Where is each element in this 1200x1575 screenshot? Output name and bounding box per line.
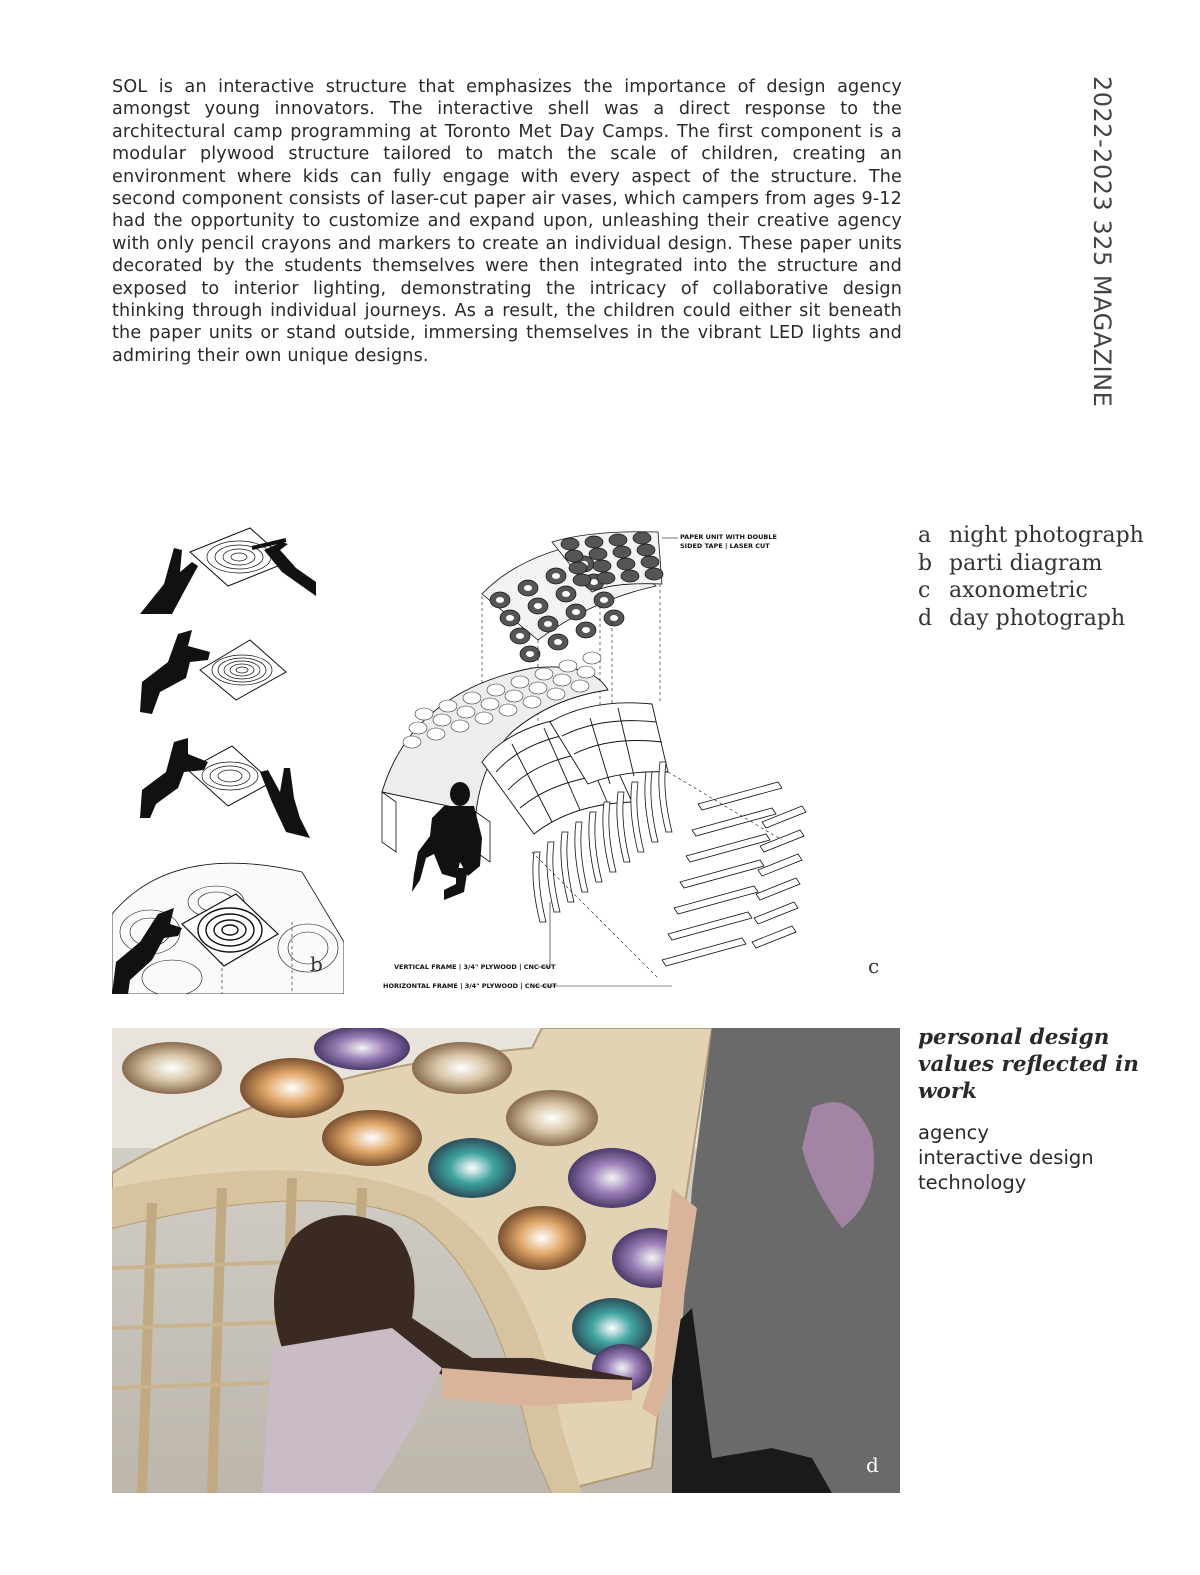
cone-unit [463, 692, 481, 704]
caption-label: day photograph [949, 605, 1126, 631]
cone-unit [577, 666, 595, 678]
cone-unit [481, 698, 499, 710]
day-photograph [112, 1028, 900, 1493]
paper-cell [585, 536, 603, 548]
paper-cell [641, 556, 659, 568]
cone-unit [529, 682, 547, 694]
figure-captions [918, 522, 1188, 632]
cone-unit [553, 674, 571, 686]
cone-unit [433, 714, 451, 726]
cone-unit [439, 700, 457, 712]
paper-cell-hole [516, 633, 524, 639]
paper-cell [569, 562, 587, 574]
paper-cell-hole [506, 615, 514, 621]
paper-cell [573, 574, 591, 586]
paper-cell-hole [544, 621, 552, 627]
parti-step-2 [140, 630, 286, 714]
horizontal-board [752, 926, 796, 948]
paper-cell-hole [600, 597, 608, 603]
paper-cell-hole [554, 639, 562, 645]
paper-cell [621, 570, 639, 582]
cone-unit [409, 722, 427, 734]
vertical-rib [631, 782, 644, 852]
parti-diagram [112, 522, 344, 994]
paper-cell-hole [526, 651, 534, 657]
horizontal-board [754, 902, 798, 924]
keyword-item: technology [918, 1171, 1027, 1194]
horizontal-board [680, 860, 764, 888]
horizontal-board [758, 854, 802, 876]
caption-label: night photograph [949, 523, 1144, 548]
axonometric-diagram [372, 522, 892, 994]
cone-unit [415, 708, 433, 720]
figure-label-c: c [868, 954, 880, 978]
caption-label: parti diagram [949, 550, 1103, 576]
horizontal-board [662, 938, 746, 966]
horizontal-board [756, 878, 800, 900]
paper-cell-hole [582, 627, 590, 633]
paper-cell-hole [562, 591, 570, 597]
horizontal-board [698, 782, 782, 810]
vertical-rib [561, 832, 574, 902]
paper-cell-hole [524, 585, 532, 591]
paper-cell-hole [496, 597, 504, 603]
figure-label-d: d [866, 1453, 879, 1477]
annotation-paper-unit [662, 533, 777, 551]
caption-key: d [918, 605, 933, 631]
paper-cell [637, 544, 655, 556]
caption-item [918, 522, 1188, 550]
paper-cell [593, 560, 611, 572]
keyword-item: interactive design [918, 1146, 1094, 1169]
paper-cell [633, 532, 651, 544]
annotation-text: VERTICAL FRAME | 3/4" PLYWOOD | CNC CUT [394, 963, 556, 971]
caption-key: c [918, 578, 931, 603]
keyword-item: agency [918, 1121, 989, 1144]
cone-unit [475, 712, 493, 724]
paper-cell [609, 534, 627, 546]
cone-unit [571, 680, 589, 692]
paper-unit-panel [482, 532, 663, 662]
caption-item [918, 577, 1188, 605]
paper-cell-hole [552, 573, 560, 579]
horizontal-boards [662, 782, 806, 966]
cone-unit [427, 728, 445, 740]
parti-step-1 [140, 528, 316, 616]
paper-cell-hole [610, 615, 618, 621]
cone-unit [403, 736, 421, 748]
tagline: personal design values reflected in work [918, 1025, 1139, 1104]
vertical-rib [603, 802, 616, 872]
caption-item [918, 550, 1188, 578]
paper-cell [645, 568, 663, 580]
vertical-rib [645, 772, 658, 842]
horizontal-board [668, 912, 752, 940]
annotation-text: HORIZONTAL FRAME | 3/4" PLYWOOD | CNC CUT [383, 982, 557, 990]
vertical-rib [589, 812, 602, 882]
cone-unit [499, 704, 517, 716]
cone-unit [583, 652, 601, 664]
cone-unit [535, 668, 553, 680]
cone-unit [505, 690, 523, 702]
caption-label: axonometric [949, 578, 1088, 603]
vertical-rib [547, 842, 560, 912]
cone-unit [511, 676, 529, 688]
paper-cell [613, 546, 631, 558]
annotation-text: SIDED TAPE | LASER CUT [680, 542, 770, 550]
caption-key: a [918, 523, 932, 548]
horizontal-board [674, 886, 758, 914]
cone-unit [523, 696, 541, 708]
paper-cell [565, 550, 583, 562]
figure-label-b: b [310, 952, 323, 976]
paper-cell [617, 558, 635, 570]
caption-key: b [918, 550, 933, 576]
annotation-text: PAPER UNIT WITH DOUBLE [680, 533, 777, 541]
paper-cell [597, 572, 615, 584]
caption-item [918, 605, 1188, 633]
cone-unit [547, 688, 565, 700]
paper-cell-hole [572, 609, 580, 615]
paper-cell-hole [534, 603, 542, 609]
annotation-horizontal-frame [383, 982, 672, 991]
body-paragraph: SOL is an interactive structure that emphasizes the importance of design agency amongst young innovators. The interactive shell was a direct response to the architectural camp programming at Toronto Met Day Camps. The first component is a modular plywood structure tailored to match the scale of children, creating an environment where kids can fully engage with every aspect of the structure. The second component consists of laser-cut paper air vases, which campers from ages 9-12 had the opportunity to customize and expand upon, unleashing their creative agency with only pencil crayons and markers to create an individual design. These paper units decorated by the students themselves were then integrated into the structure and exposed to interior lighting, demonstrating the intricacy of collaborative design thinking through individual journeys. As a result, the children could either sit beneath the paper units or stand outside, immersing themselves in the vibrant LED lights and admiring their own unique designs. [112, 77, 902, 366]
paper-cell [561, 538, 579, 550]
cone-unit [457, 706, 475, 718]
parti-step-3 [140, 738, 310, 838]
cone-unit [451, 720, 469, 732]
magazine-side-title: 2022-2023 325 MAGAZINE [1088, 76, 1116, 408]
vertical-rib [659, 762, 672, 832]
horizontal-board [686, 834, 770, 862]
vertical-rib [575, 822, 588, 892]
photo-illustration [112, 1028, 900, 1493]
cone-unit [559, 660, 577, 672]
keyword-list [918, 1120, 1188, 1195]
cone-unit [487, 684, 505, 696]
annotation-vertical-frame [394, 902, 556, 972]
paper-cell [589, 548, 607, 560]
vertical-rib [533, 852, 546, 922]
